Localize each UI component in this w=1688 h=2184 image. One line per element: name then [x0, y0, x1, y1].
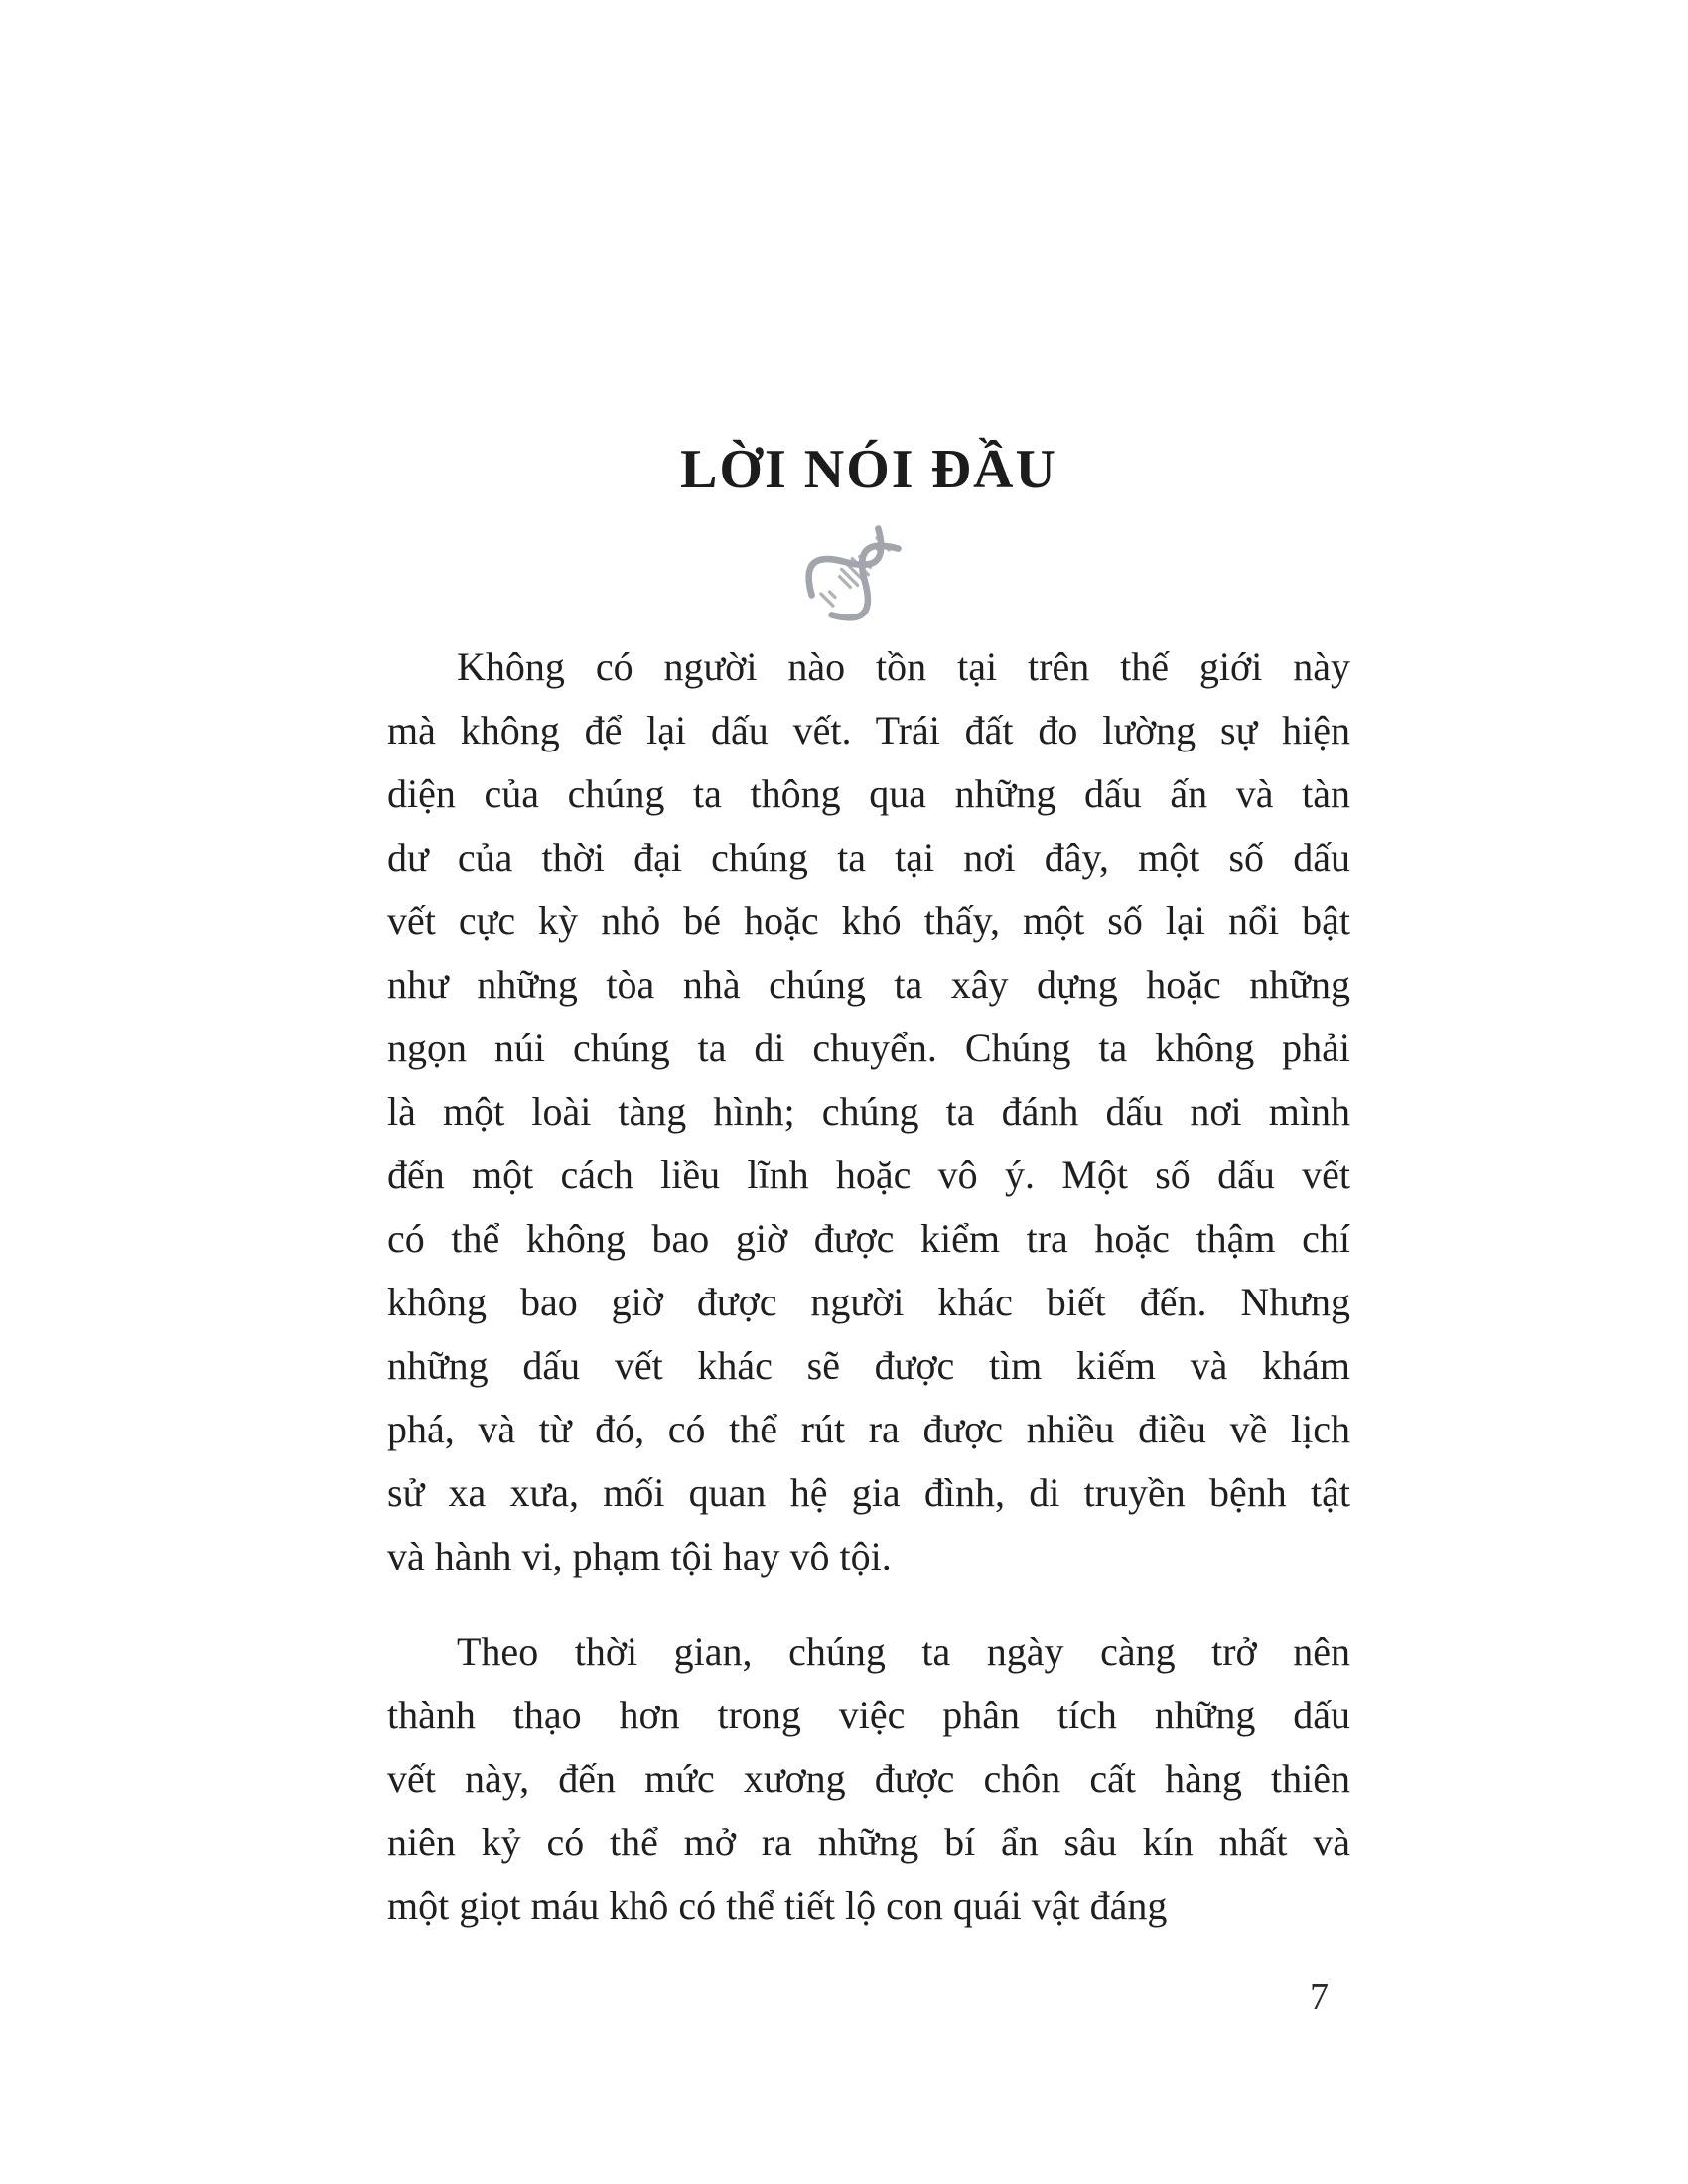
text-line: vết cực kỳ nhỏ bé hoặc khó thấy, một số lại nổi bật: [387, 898, 1350, 943]
text-line: những dấu vết khác sẽ được tìm kiếm và khám: [387, 1343, 1350, 1388]
text-line: thành thạo hơn trong việc phân tích những dấu: [387, 1693, 1350, 1737]
text-line: niên kỷ có thể mở ra những bí ẩn sâu kín nhất và: [387, 1820, 1350, 1864]
text-line: dư của thời đại chúng ta tại nơi đây, một số dấu: [387, 835, 1350, 880]
text-line: một giọt máu khô có thể tiết lộ con quái vật đáng: [387, 1883, 1168, 1928]
text-line: mà không để lại dấu vết. Trái đất đo lường sự hiện: [387, 708, 1350, 752]
text-line: và hành vi, phạm tội hay vô tội.: [387, 1534, 892, 1578]
text-line: là một loài tàng hình; chúng ta đánh dấu nơi mình: [387, 1089, 1350, 1134]
body-text: [387, 635, 1350, 1970]
text-line: đến một cách liều lĩnh hoặc vô ý. Một số dấu vết: [387, 1153, 1350, 1197]
text-line: vết này, đến mức xương được chôn cất hàng thiên: [387, 1756, 1350, 1801]
text-line: phá, và từ đó, có thể rút ra được nhiều điều về lịch: [387, 1407, 1350, 1451]
text-line: Theo thời gian, chúng ta ngày càng trở nên: [457, 1629, 1350, 1674]
text-line: có thể không bao giờ được kiểm tra hoặc thậm chí: [387, 1216, 1350, 1261]
page-number: 7: [1310, 1977, 1329, 2018]
dna-helix-icon: [800, 520, 910, 623]
text-line: sử xa xưa, mối quan hệ gia đình, di truyền bệnh tật: [387, 1470, 1350, 1515]
text-line: như những tòa nhà chúng ta xây dựng hoặc những: [387, 962, 1350, 1007]
chapter-title: LỜI NÓI ĐẦU: [680, 439, 1057, 500]
paragraph: [387, 635, 1350, 1588]
text-line: diện của chúng ta thông qua những dấu ấn và tàn: [387, 771, 1350, 816]
text-line: không bao giờ được người khác biết đến. Nhưng: [387, 1280, 1350, 1324]
text-line: Không có người nào tồn tại trên thế giới này: [457, 644, 1350, 689]
paragraph: [387, 1620, 1350, 1938]
text-line: ngọn núi chúng ta di chuyển. Chúng ta không phải: [387, 1025, 1350, 1070]
